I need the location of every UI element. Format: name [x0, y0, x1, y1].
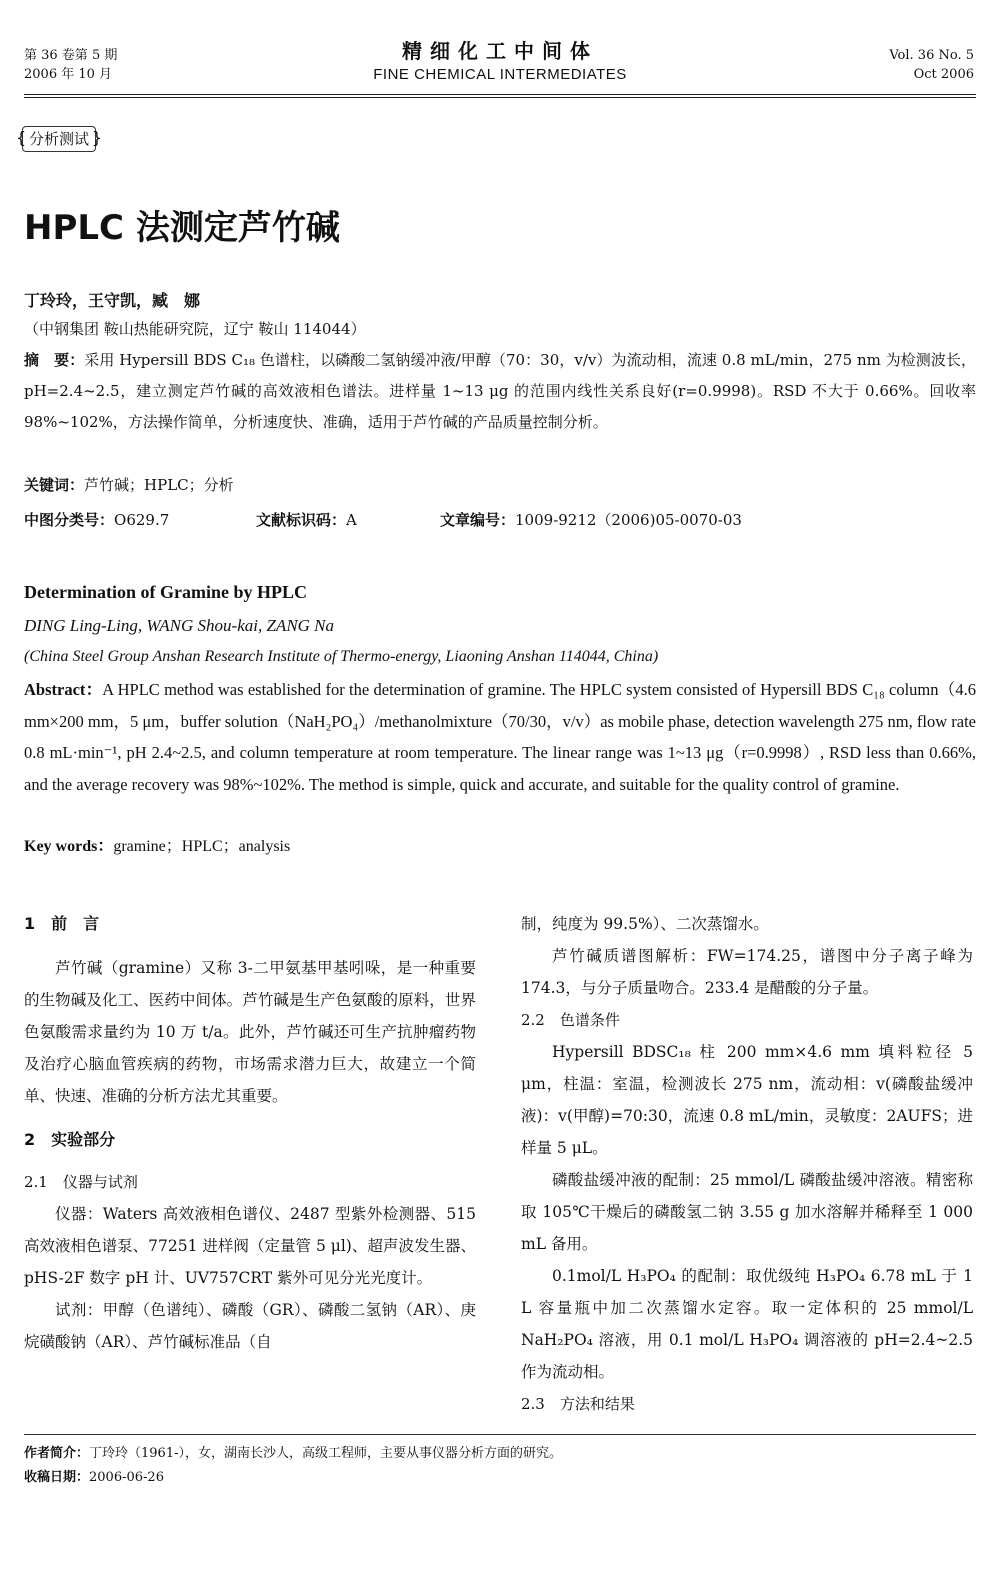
clc-label: 中图分类号：	[24, 511, 115, 529]
article-title-en: Determination of Gramine by HPLC	[24, 582, 307, 602]
reagents-continued: 制，纯度为 99.5%）、二次蒸馏水。	[521, 915, 769, 933]
doc-code-label: 文献标识码：	[256, 511, 347, 529]
keywords-cn	[24, 474, 234, 495]
buffer-paragraph: 磷酸盐缓冲液的配制：25 mmol/L 磷酸盐缓冲溶液。精密称取 105℃干燥后的磷酸氢二钠 3.55 g 加水溶解并稀释至 1 000 mL 备用。	[521, 1171, 973, 1253]
article-number-label: 文章编号：	[440, 511, 516, 529]
journal-issue-en	[889, 46, 974, 84]
keywords-cn-text: 芦竹碱；HPLC；分析	[84, 476, 234, 494]
mass-spectrum-paragraph: 芦竹碱质谱图解析：FW=174.25，谱图中分子离子峰为 174.3，与分子质量吻合。233.4 是醋酸的分子量。	[521, 947, 973, 997]
footnote-received-text: 2006-06-26	[89, 1470, 164, 1485]
journal-name	[0, 38, 1000, 86]
footnote-rule	[24, 1434, 976, 1435]
heading-methods: 2.3 方法和结果	[521, 1395, 635, 1413]
keywords-en	[24, 833, 290, 856]
issue-volume-en: Vol. 36 No. 5	[889, 48, 974, 63]
footnote-received	[24, 1468, 164, 1488]
issue-volume-cn: 第 36 卷第 5 期	[24, 48, 118, 63]
abstract-cn-label: 摘 要：	[24, 351, 85, 369]
authors-cn: 丁玲玲，王守凯，臧 娜	[24, 291, 201, 310]
intro-paragraph: 芦竹碱（gramine）又称 3-二甲氨基甲基吲哚，是一种重要的生物碱及化工、医药中间体。芦竹碱是生产色氨酸的原料，世界色氨酸需求量约为 10 万 t/a。此外，芦竹碱还可生产抗肿瘤药物及治疗心脑血管疾病的药物，市场需求潜力巨大，故建立一个简单、快速、准确的分析方法尤其重要。	[24, 959, 476, 1105]
keywords-en-text: gramine；HPLC；analysis	[113, 838, 291, 855]
heading-instruments: 2.1 仪器与试剂	[24, 1173, 138, 1191]
header-rule-secondary	[24, 97, 976, 98]
header-rule	[24, 94, 976, 95]
acid-paragraph: 0.1mol/L H₃PO₄ 的配制：取优级纯 H₃PO₄ 6.78 mL 于 1 L 容量瓶中加二次蒸馏水定容。取一定体积的 25 mmol/L NaH₂PO₄ 溶液，用 0.1 mol/L H₃PO₄ 调溶液的 pH=2.4~2.5 作为流动相。	[521, 1267, 989, 1381]
article-number	[440, 507, 742, 533]
body-left-column	[24, 908, 476, 1358]
footnote-received-label: 收稿日期：	[24, 1470, 90, 1485]
heading-experimental: 2 实验部分	[24, 1130, 116, 1149]
affiliation-en: (China Steel Group Anshan Research Institute of Thermo-energy, Liaoning Anshan 114044, China)	[24, 648, 659, 665]
body-right-column	[521, 908, 989, 1420]
keywords-en-label: Key words：	[24, 838, 114, 855]
article-title-cn: HPLC 法测定芦竹碱	[24, 208, 340, 248]
reagents-paragraph: 试剂：甲醇（色谱纯）、磷酸（GR）、磷酸二氢钠（AR）、庚烷磺酸钠（AR）、芦竹碱标准品（自	[24, 1301, 476, 1351]
abstract-cn-text: 采用 Hypersill BDS C₁₈ 色谱柱，以磷酸二氢钠缓冲液/甲醇（70：30，v/v）为流动相，流速 0.8 mL/min，275 nm 为检测波长，pH=2.4~2.5，建立测定芦竹碱的高效液相色谱法。进样量 1~13 μg 的范围内线性关系良好(r=0.9998)。RSD 不大于 0.66%。回收率 98%~102%，方法操作简单，分析速度快、准确，适用于芦竹碱的产品质量控制分析。	[24, 351, 976, 431]
abstract-en	[24, 674, 976, 800]
section-tag: { 分析测试 }	[22, 126, 96, 152]
clc-value: O629.7	[114, 511, 170, 529]
classification-line	[24, 507, 169, 533]
abstract-en-text: A HPLC method was established for the determination of gramine. The HPLC system consisted of Hypersill BDS C₁₈ column（4.6 mm×200 mm，5 μm，buffer solution（NaH₂PO₄）/methanolmixture（70/30，v/v）as mobile phase, detection wavelength 275 nm, flow rate 0.8 mL·min⁻¹, pH 2.4~2.5, and column temperature at room temperature. The linear range was 1~13 μg（r=0.9998）, RSD less than 0.66%, and the average recovery was 98%~102%. The method is simple, quick and accurate, and suitable for the quality control of gramine.	[24, 680, 977, 794]
issue-date-en: Oct 2006	[913, 67, 974, 82]
abstract-en-label: Abstract：	[24, 680, 103, 699]
heading-introduction: 1 前 言	[24, 914, 100, 933]
footnote-author-text: 丁玲玲（1961-），女，湖南长沙人，高级工程师，主要从事仪器分析方面的研究。	[89, 1446, 562, 1461]
article-number-value: 1009-9212（2006)05-0070-03	[515, 511, 742, 529]
affiliation-cn: （中钢集团 鞍山热能研究院，辽宁 鞍山 114044）	[24, 320, 366, 338]
abstract-cn	[24, 345, 976, 438]
journal-name-cn: 精细化工中间体	[402, 39, 598, 63]
doc-code	[256, 507, 357, 533]
conditions-paragraph: Hypersill BDSC₁₈ 柱 200 mm×4.6 mm 填料粒径 5 μm，柱温：室温，检测波长 275 nm，流动相：v(磷酸盐缓冲液)：v(甲醇)=70:30，流速 0.8 mL/min，灵敏度：2AUFS；进样量 5 μL。	[521, 1043, 973, 1157]
issue-date-cn: 2006 年 10 月	[24, 67, 113, 82]
heading-conditions: 2.2 色谱条件	[521, 1011, 620, 1029]
keywords-cn-label: 关键词：	[24, 476, 85, 494]
doc-code-value: A	[346, 511, 357, 529]
footnote-author-label: 作者简介：	[24, 1446, 90, 1461]
journal-name-en: FINE CHEMICAL INTERMEDIATES	[373, 66, 627, 83]
instruments-paragraph: 仪器：Waters 高效液相色谱仪、2487 型紫外检测器、515 高效液相色谱泵、77251 进样阀（定量管 5 μl)、超声波发生器、pHS-2F 数字 pH 计、UV757CRT 紫外可见分光光度计。	[24, 1205, 476, 1287]
footnote-author	[24, 1444, 562, 1464]
authors-en: DING Ling-Ling, WANG Shou-kai, ZANG Na	[24, 616, 335, 635]
